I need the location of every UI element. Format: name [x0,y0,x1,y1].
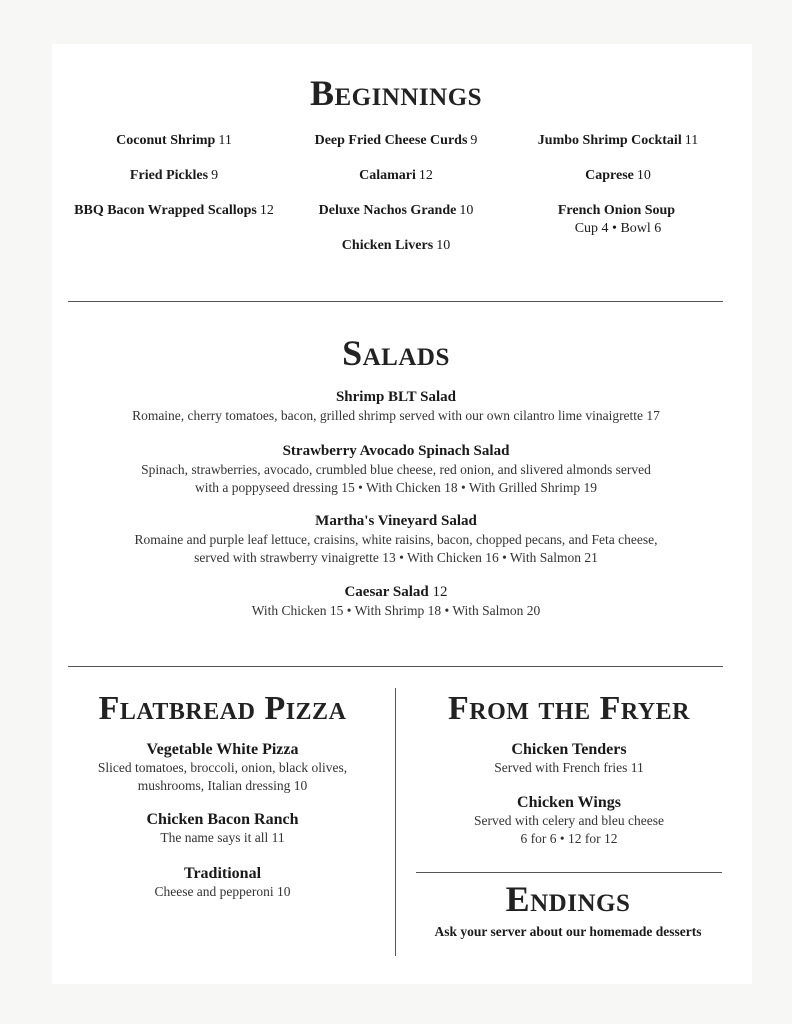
fryer-item [410,740,728,777]
item-description: Romaine and purple leaf lettuce, craisins, white raisins, bacon, chopped pecans, and Feta cheese, [134,532,658,547]
menu-item: BBQ Bacon Wrapped Scallops 12 [74,203,274,218]
fryer-heading: From the Fryer [447,690,691,727]
item-description: Served with celery and bleu cheese [473,813,665,828]
beginnings-column-1 [44,133,304,238]
fryer-item [410,793,728,848]
item-name: Shrimp BLT Salad [335,389,457,405]
flatbread-heading: Flatbread Pizza [98,690,347,727]
item-name: Caesar Salad [344,584,429,600]
menu-item: Deep Fried Cheese Curds 9 [314,133,478,148]
salad-item [0,583,792,620]
item-description: With Chicken 15 • With Shrimp 18 • With Salmon 20 [251,603,541,618]
salads-heading: Salads [342,333,450,373]
item-description: mushrooms, Italian dressing 10 [137,778,308,793]
item-name: Chicken Bacon Ranch [146,811,299,828]
item-description: Spinach, strawberries, avocado, crumbled blue cheese, red onion, and slivered almonds served [141,462,651,477]
beginnings-heading: Beginnings [309,73,483,113]
beginnings-column-3 [488,133,748,238]
item-name: Traditional [183,865,262,882]
salad-item [0,388,792,425]
menu-item: Chicken Livers 10 [341,238,451,253]
flatbread-item [70,864,375,901]
item-description: with a poppyseed dressing 15 • With Chicken 18 • With Grilled Shrimp 19 [195,480,597,495]
flatbread-item [70,810,375,847]
menu-item: Jumbo Shrimp Cocktail 11 [537,133,699,148]
salad-item [0,442,792,497]
menu-item: French Onion Soup Cup 4 • Bowl 6 [488,203,748,238]
section-divider [416,872,722,873]
menu-item: Calamari 12 [359,168,433,183]
menu-item: Caprese 10 [585,168,651,183]
flatbread-section [70,690,375,901]
fryer-section [410,690,728,848]
salad-item [0,512,792,567]
item-description: served with strawberry vinaigrette 13 • With Chicken 16 • With Salmon 21 [194,550,598,565]
item-description: Sliced tomatoes, broccoli, onion, black olives, [97,760,348,775]
item-name: Vegetable White Pizza [146,741,299,758]
flatbread-item [70,740,375,795]
item-description: 6 for 6 • 12 for 12 [520,831,618,846]
item-name: Strawberry Avocado Spinach Salad [282,443,510,459]
item-description: Cheese and pepperoni 10 [154,884,291,899]
section-divider [68,301,723,302]
menu-item: Deluxe Nachos Grande 10 [318,203,474,218]
menu-item-options: Cup 4 • Bowl 6 [574,221,662,236]
menu-item: Fried Pickles 9 [129,168,219,183]
endings-heading [388,878,748,920]
item-name: Chicken Tenders [511,741,627,758]
endings-note: Ask your server about our homemade desserts [434,924,702,939]
item-price: 12 [432,584,448,600]
item-name: Chicken Wings [517,794,621,811]
endings-title: Endings [505,879,631,919]
item-description: Served with French fries 11 [494,760,644,775]
item-name: Martha's Vineyard Salad [315,513,477,529]
item-description: Romaine, cherry tomatoes, bacon, grilled shrimp served with our own cilantro lime vinaigrette 17 [132,408,660,423]
beginnings-column-2 [266,133,526,273]
item-description: The name says it all 11 [160,830,285,845]
section-divider [68,666,723,667]
menu-item: Coconut Shrimp 11 [116,133,232,148]
